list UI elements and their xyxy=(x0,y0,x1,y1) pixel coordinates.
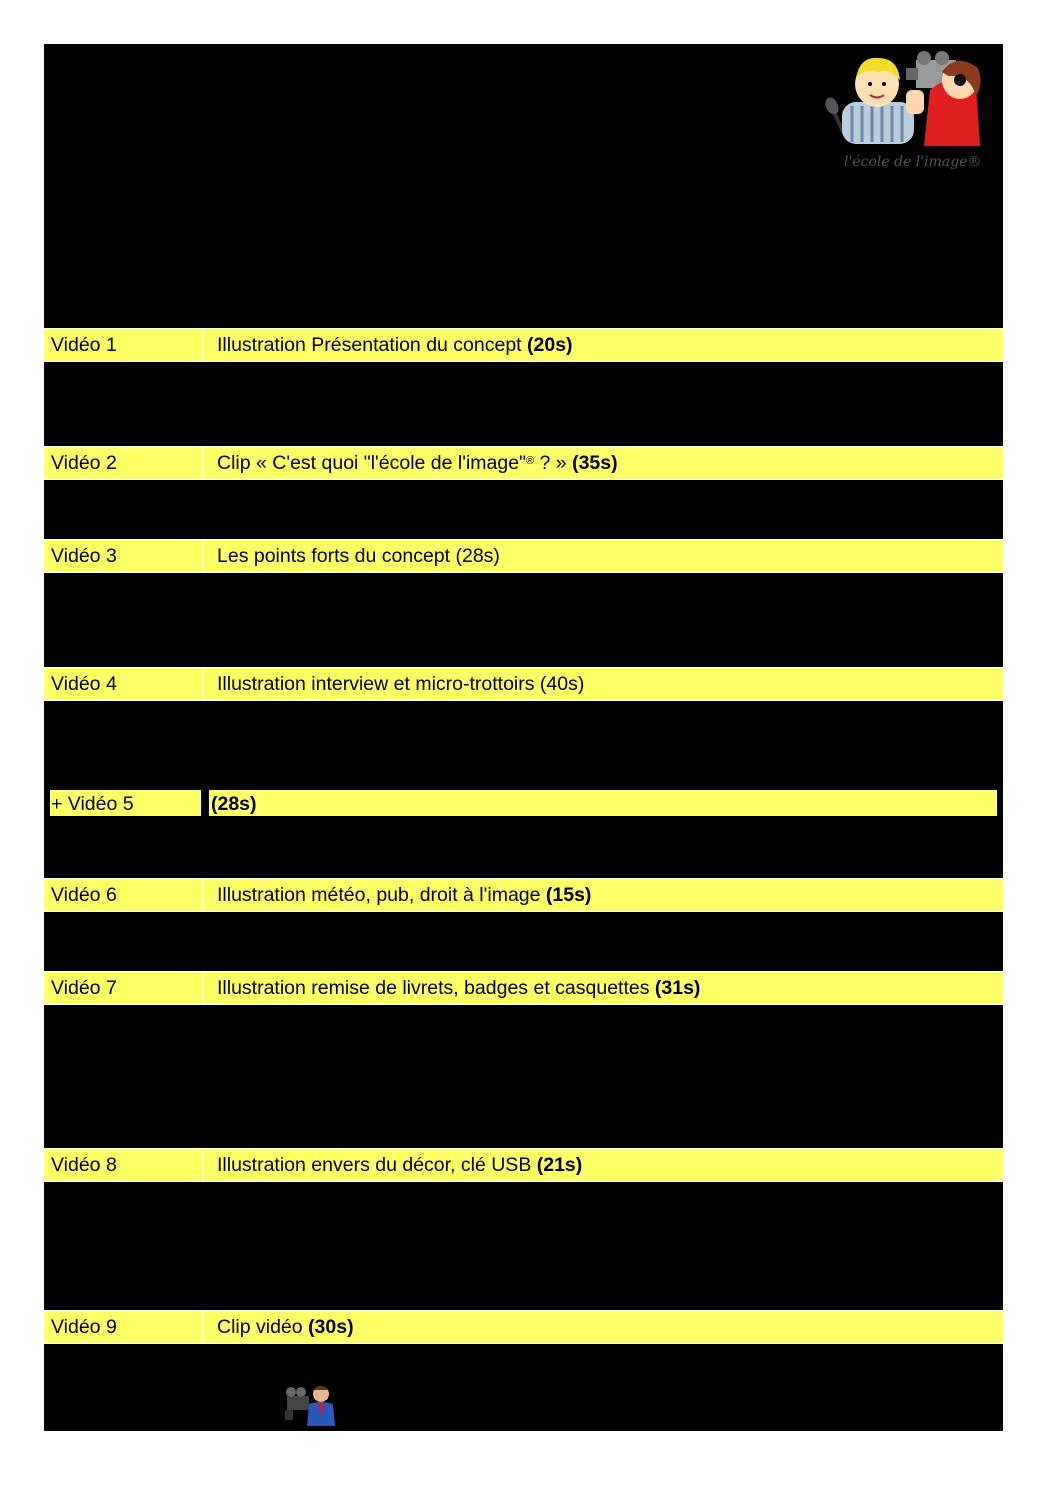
video-title: Illustration remise de livrets, badges et casquettes (31s) xyxy=(217,977,701,999)
video-row xyxy=(44,971,1003,1005)
ecole-image-logo xyxy=(820,50,1000,176)
video-number: Vidéo 3 xyxy=(44,540,204,572)
video-number: Vidéo 2 xyxy=(44,447,204,479)
video-row xyxy=(44,1148,1003,1182)
video-row xyxy=(44,1310,1003,1344)
video-row xyxy=(44,539,1003,573)
video-title: Illustration interview et micro-trottoirs (40s) xyxy=(217,673,585,695)
video-number: Vidéo 1 xyxy=(44,329,204,361)
document-sheet xyxy=(44,44,1003,1431)
video-title: Illustration Présentation du concept (20s) xyxy=(217,334,573,356)
video-row xyxy=(44,667,1003,701)
video-number: + Vidéo 5 xyxy=(50,790,201,816)
video-number: Vidéo 7 xyxy=(44,972,204,1004)
video-number: Vidéo 6 xyxy=(44,879,204,911)
video-title: (28s) xyxy=(209,790,997,816)
video-row xyxy=(44,446,1003,480)
video-title: Clip « C'est quoi "l'école de l'image"® ? » (35s) xyxy=(217,452,618,474)
video-number: Vidéo 9 xyxy=(44,1311,204,1343)
video-title: Clip vidéo (30s) xyxy=(217,1316,354,1338)
video-title: Les points forts du concept (28s) xyxy=(217,545,500,567)
video-row xyxy=(44,328,1003,362)
video-number: Vidéo 4 xyxy=(44,668,204,700)
svg-text:l'école de l'image®: l'école de l'image® xyxy=(844,154,982,170)
video-title: Illustration météo, pub, droit à l'image (15s) xyxy=(217,884,592,906)
video-row xyxy=(44,878,1003,912)
video-number: Vidéo 8 xyxy=(44,1149,204,1181)
video-title: Illustration envers du décor, clé USB (21s) xyxy=(217,1154,583,1176)
camera-operator-icon xyxy=(285,1382,339,1426)
